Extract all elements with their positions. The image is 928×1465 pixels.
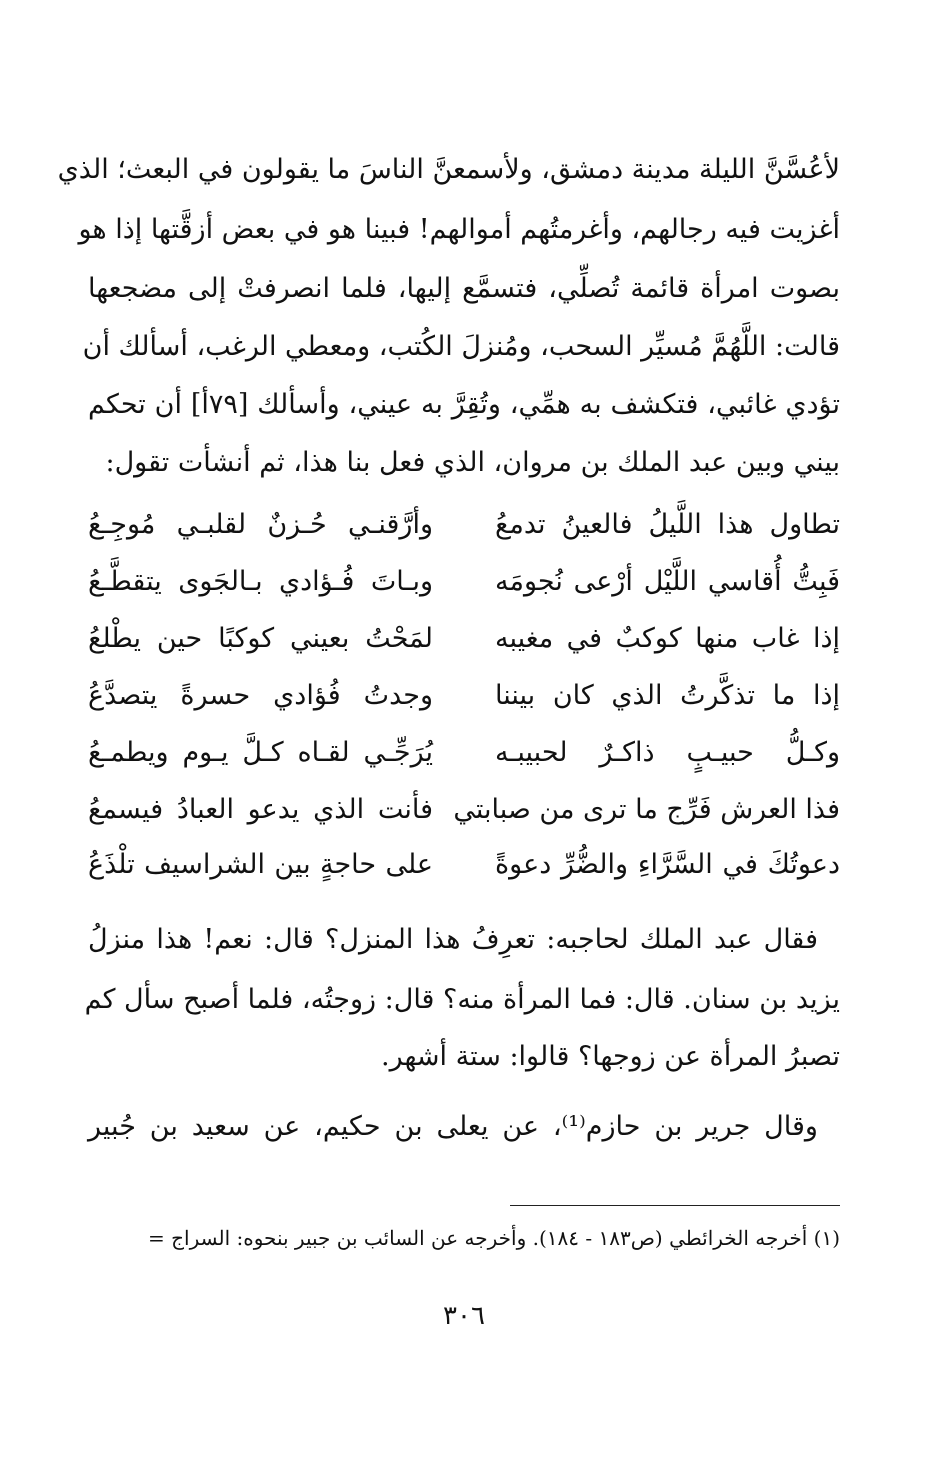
verse-first-hemistich: تطاول هذا اللَّيلُ فالعينُ تدمعُ (495, 509, 840, 540)
verse-second-hemistich: فأنت الذي يدعو العبادُ فيسمعُ (88, 794, 433, 825)
verse-first-hemistich: وكـلُّ حبيـبٍ ذاكـرٌ لحبيبـه (495, 737, 840, 768)
poem-verse (88, 790, 840, 830)
prose-line: أغزيت فيه رجالهم، وأغرمتُهم أموالهم! فبينا هو في بعض أزقَّتها إذا هو (78, 214, 840, 245)
footnote-divider (510, 1205, 840, 1206)
poem-verse (88, 676, 840, 716)
verse-first-hemistich: إذا غاب منها كوكبٌ في مغيبه (495, 623, 840, 654)
prose-line: بصوت امرأة قائمة تُصلِّي، فتسمَّع إليها، فلما انصرفتْ إلى مضجعها (88, 273, 840, 304)
prose-line: يزيد بن سنان. قال: فما المرأة منه؟ قال: زوجتُه، فلما أصبح سأل كم (84, 984, 840, 1015)
verse-second-hemistich: وجدتُ فُؤادي حسرةً يتصدَّعُ (88, 680, 433, 711)
poem-verse (88, 619, 840, 659)
verse-second-hemistich: يُرَجِّـي لقـاه كـلَّ يـوم ويطمـعُ (88, 737, 433, 768)
prose-line: تصبرُ المرأة عن زوجها؟ قالوا: ستة أشهر. (381, 1041, 840, 1072)
poem-verse (88, 733, 840, 773)
prose-line: بيني وبين عبد الملك بن مروان، الذي فعل بنا هذا، ثم أنشأت تقول: (105, 447, 840, 478)
poem-verse (88, 505, 840, 545)
verse-first-hemistich: دعوتُكَ في السَّرَّاءِ والضُّرِّ دعوةً (495, 849, 840, 880)
page-number: ٣٠٦ (443, 1301, 485, 1331)
verse-first-hemistich: فذا العرش فَرِّج ما ترى من صبابتي (453, 794, 840, 825)
verse-second-hemistich: لمَحْتُ بعيني كوكبًا حين يطْلعُ (88, 623, 433, 654)
footnote: (١) أخرجه الخرائطي (ص١٨٣ - ١٨٤). وأخرجه عن السائب بن جبير بنحوه: السراج = (148, 1226, 840, 1250)
prose-line: تؤدي غائبي، فتكشف به همِّي، وتُقِرَّ به عيني، وأسألك [٧٩أ] أن تحكم (88, 389, 840, 420)
verse-first-hemistich: إذا ما تذكَّرتُ الذي كان بيننا (495, 680, 840, 711)
verse-first-hemistich: فَبِتُّ أُقاسي اللَّيْل أرْعى نُجومَه (495, 566, 840, 597)
prose-line: فقال عبد الملك لحاجبه: تعرِفُ هذا المنزل؟ قال: نعم! هذا منزلُ (88, 924, 818, 955)
prose-line: لأعُسَّنَّ الليلة مدينة دمشق، ولأسمعنَّ الناسَ ما يقولون في البعث؛ الذي (57, 154, 840, 185)
prose-line: وقال جرير بن حازم⁽¹⁾، عن يعلى بن حكيم، عن سعيد بن جُبير (88, 1111, 818, 1142)
verse-second-hemistich: وأرَّقنـي حُـزنٌ لقلبـي مُوجِـعُ (88, 509, 433, 540)
prose-line: قالت: اللَّهُمَّ مُسيِّر السحب، ومُنزلَ الكُتب، ومعطي الرغب، أسألك أن (82, 331, 840, 362)
poem-verse (88, 562, 840, 602)
verse-second-hemistich: وبـاتَ فُـؤادي بـالجَوى يتقطَّـعُ (88, 566, 433, 597)
verse-second-hemistich: على حاجةٍ بين الشراسيف تلْذَعُ (88, 849, 433, 880)
poem-verse (88, 845, 840, 885)
